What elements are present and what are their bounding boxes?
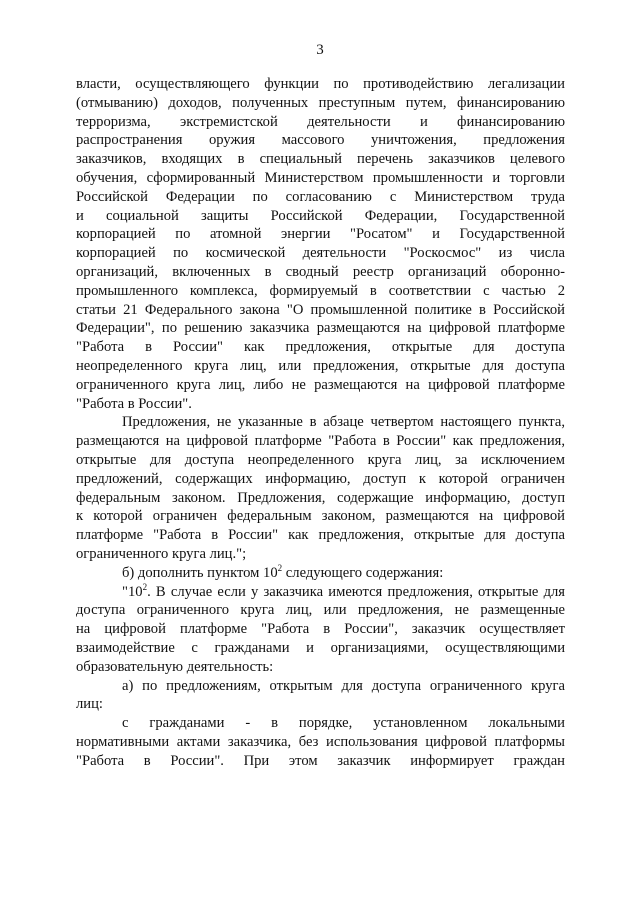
text-line (76, 489, 565, 508)
text-line (76, 225, 565, 244)
text-line (76, 733, 565, 752)
text-line (76, 319, 565, 338)
line-text: "10 (122, 583, 143, 600)
text-line (76, 583, 565, 602)
line-text: ограниченного круга лиц, либо не размещаются на цифровой платформе (76, 376, 565, 393)
text-line (76, 301, 565, 320)
text-line (76, 395, 565, 414)
line-text: Федерации", по решению заказчика размещаются на цифровой платформе (76, 320, 565, 337)
line-text: заказчиков, входящих в специальный перечень заказчиков целевого (76, 151, 565, 168)
line-text-continued: следующего содержания: (282, 564, 444, 581)
line-text: размещаются на цифровой платформе "Работа в России" как предложения, (76, 433, 565, 450)
line-text: образовательную деятельность: (76, 658, 274, 675)
line-text: взаимодействие с гражданами и организациями, осуществляющими (76, 639, 565, 656)
text-line (76, 470, 565, 489)
line-text: к которой ограничен федеральным законом, размещаются на цифровой (76, 508, 565, 525)
line-text: платформе "Работа в России" как предложения, открытые для доступа (76, 527, 565, 544)
line-text-continued: . В случае если у заказчика имеются предложения, открытые для (147, 583, 565, 600)
text-line (76, 677, 565, 696)
text-line (76, 695, 565, 714)
text-line (76, 714, 565, 733)
text-line (76, 244, 565, 263)
line-text: нормативными актами заказчика, без использования цифровой платформы (76, 733, 565, 750)
line-text: организаций, включенных в сводный реестр организаций оборонно- (76, 263, 565, 280)
line-text: корпорацией по космической деятельности "Роскосмос" из числа (76, 245, 565, 262)
line-text: власти, осуществляющего функции по противодействию легализации (76, 76, 565, 92)
text-line (76, 207, 565, 226)
line-text: доступа ограниченного круга лиц, или предложения, не размещенные (76, 602, 565, 619)
line-text: с гражданами - в порядке, установленном локальными (122, 715, 565, 732)
text-line (76, 131, 565, 150)
text-line (76, 282, 565, 301)
line-text: ограниченного круга лиц."; (76, 545, 247, 562)
text-line (76, 113, 565, 132)
line-text: обучения, сформированный Министерством промышленности и торговли (76, 169, 565, 186)
text-line (76, 413, 565, 432)
line-text: корпорацией по атомной энергии "Росатом" и Государственной (76, 226, 565, 243)
line-text: "Работа в России". При этом заказчик информирует граждан (76, 752, 565, 769)
line-text: а) по предложениям, открытым для доступа ограниченного круга (122, 677, 565, 694)
line-text: терроризма, экстремистской деятельности и финансированию (76, 113, 565, 130)
line-text: б) дополнить пунктом 10 (122, 564, 278, 581)
text-line (76, 545, 565, 564)
line-text: лиц: (76, 696, 103, 713)
text-line (76, 658, 565, 677)
text-line (76, 752, 565, 771)
line-text: промышленного комплекса, формируемый в соответствии с частью 2 (76, 282, 565, 299)
document-body (76, 75, 565, 770)
line-text: "Работа в России". (76, 395, 192, 412)
text-line (76, 75, 565, 94)
line-text: предложений, содержащих информацию, доступ к которой ограничен (76, 470, 565, 487)
line-text: на цифровой платформе "Работа в России", заказчик осуществляет (76, 621, 565, 638)
superscript: 2 (277, 563, 283, 573)
text-line (76, 263, 565, 282)
text-line (76, 94, 565, 113)
superscript: 2 (142, 582, 148, 592)
line-text: (отмыванию) доходов, полученных преступным путем, финансированию (76, 94, 565, 111)
text-line (76, 150, 565, 169)
text-line (76, 188, 565, 207)
text-line (76, 432, 565, 451)
line-text: "Работа в России" как предложения, открытые для доступа (76, 339, 565, 356)
text-line (76, 601, 565, 620)
text-line (76, 357, 565, 376)
text-line (76, 451, 565, 470)
page-number: 3 (316, 42, 324, 58)
line-text: неопределенного круга лиц, или предложения, открытые для доступа (76, 357, 565, 374)
line-text: статьи 21 Федерального закона "О промышленной политике в Российской (76, 301, 565, 318)
text-line (76, 376, 565, 395)
line-text: Предложения, не указанные в абзаце четвертом настоящего пункта, (122, 414, 565, 431)
text-line (76, 620, 565, 639)
text-line (76, 507, 565, 526)
line-text: и социальной защиты Российской Федерации, Государственной (76, 207, 565, 224)
line-text: распространения оружия массового уничтожения, предложения (76, 132, 565, 149)
line-text: открытые для доступа неопределенного круга лиц, за исключением (76, 451, 565, 468)
text-line (76, 564, 565, 583)
text-line (76, 338, 565, 357)
text-line (76, 639, 565, 658)
line-text: федеральным законом. Предложения, содержащие информацию, доступ (76, 489, 565, 506)
line-text: Российской Федерации по согласованию с Министерством труда (76, 188, 565, 205)
text-line (76, 169, 565, 188)
text-line (76, 526, 565, 545)
